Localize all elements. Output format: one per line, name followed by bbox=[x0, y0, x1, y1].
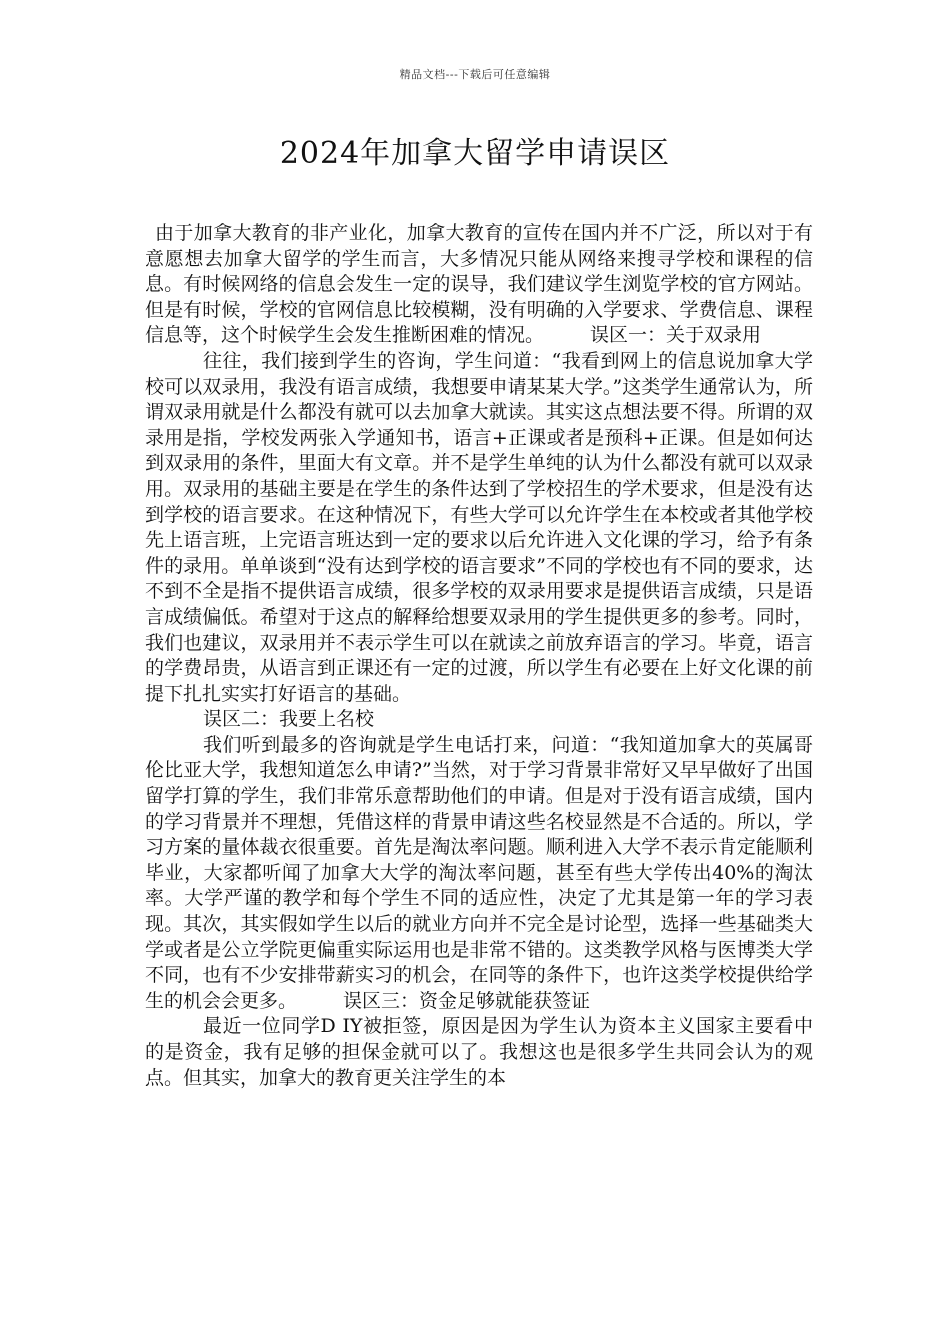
section-heading-2: 误区二：我要上名校 bbox=[203, 708, 375, 731]
section-heading-3: 误区三：资金足够就能获签证 bbox=[343, 989, 591, 1012]
section-heading-1: 误区一：关于双录用 bbox=[590, 324, 762, 347]
document-body bbox=[145, 221, 813, 1091]
document-title: 2024年加拿大留学申请误区 bbox=[279, 136, 671, 171]
header-note: 精品文档---下载后可任意编辑 bbox=[399, 68, 551, 81]
section-2-paragraph bbox=[145, 733, 813, 1015]
intro-text: 由于加拿大教育的非产业化，加拿大教育的宣传在国内并不广泛，所以对于有意愿想去加拿大留学的学生而言，大多情况只能从网络来搜寻学校和课程的信息。有时候网络的信息会发生一定的误导，我们建议学生浏览学校的官方网站。但是有时候，学校的官网信息比较模糊，没有明确的入学要求、学费信息、课程信息等，这个时候学生会发生推断困难的情况。 bbox=[145, 222, 813, 347]
section-3-paragraph: 最近一位同学D IY被拒签，原因是因为学生认为资本主义国家主要看中的是资金，我有足够的担保金就可以了。我想这也是很多学生共同会认为的观点。但其实，加拿大的教育更关注学生的本 bbox=[145, 1015, 813, 1089]
section-2-text: 我们听到最多的咨询就是学生电话打来，问道：“我知道加拿大的英属哥伦比亚大学，我想知道怎么申请?”当然，对于学习背景非常好又早早做好了出国留学打算的学生，我们非常乐意帮助他们的申请。但是对于没有语言成绩，国内的学习背景并不理想，凭借这样的背景申请这些名校显然是不合适的。所以，学习方案的量体裁衣很重要。首先是淘汰率问题。顺利进入大学不表示肯定能顺利毕业，大家都听闻了加拿大大学的淘汰率问题，甚至有些大学传出40%的淘汰率。大学严谨的教学和每个学生不同的适应性，决定了尤其是第一年的学习表现。其次，其实假如学生以后的就业方向并不完全是讨论型，选择一些基础类大学或者是公立学院更偏重实际运用也是非常不错的。这类教学风格与医博类大学不同，也有不少安排带薪实习的机会，在同等的条件下，也许这类学校提供给学生的机会会更多。 bbox=[145, 733, 813, 1012]
intro-paragraph bbox=[145, 221, 813, 349]
section-1-paragraph: 往往，我们接到学生的咨询，学生问道：“我看到网上的信息说加拿大学校可以双录用，我没有语言成绩，我想要申请某某大学。”这类学生通常认为，所谓双录用就是什么都没有就可以去加拿大就读。其实这点想法要不得。所谓的双录用是指，学校发两张入学通知书，语言+正课或者是预科+正课。但是如何达到双录用的条件，里面大有文章。并不是学生单纯的认为什么都没有就可以双录用。双录用的基础主要是在学生的条件达到了学校招生的学术要求，但是没有达到学校的语言要求。在这种情况下，有些大学可以允许学生在本校或者其他学校先上语言班，上完语言班达到一定的要求以后允许进入文化课的学习，给予有条件的录用。单单谈到“没有达到学校的语言要求”不同的学校也有不同的要求，达不到不全是指不提供语言成绩，很多学校的双录用要求是提供语言成绩，只是语言成绩偏低。希望对于这点的解释给想要双录用的学生提供更多的参考。同时，我们也建议，双录用并不表示学生可以在就读之前放弃语言的学习。毕竟，语言的学费昂贵，从语言到正课还有一定的过渡，所以学生有必要在上好文化课的前提下扎扎实实打好语言的基础。 bbox=[145, 349, 813, 705]
